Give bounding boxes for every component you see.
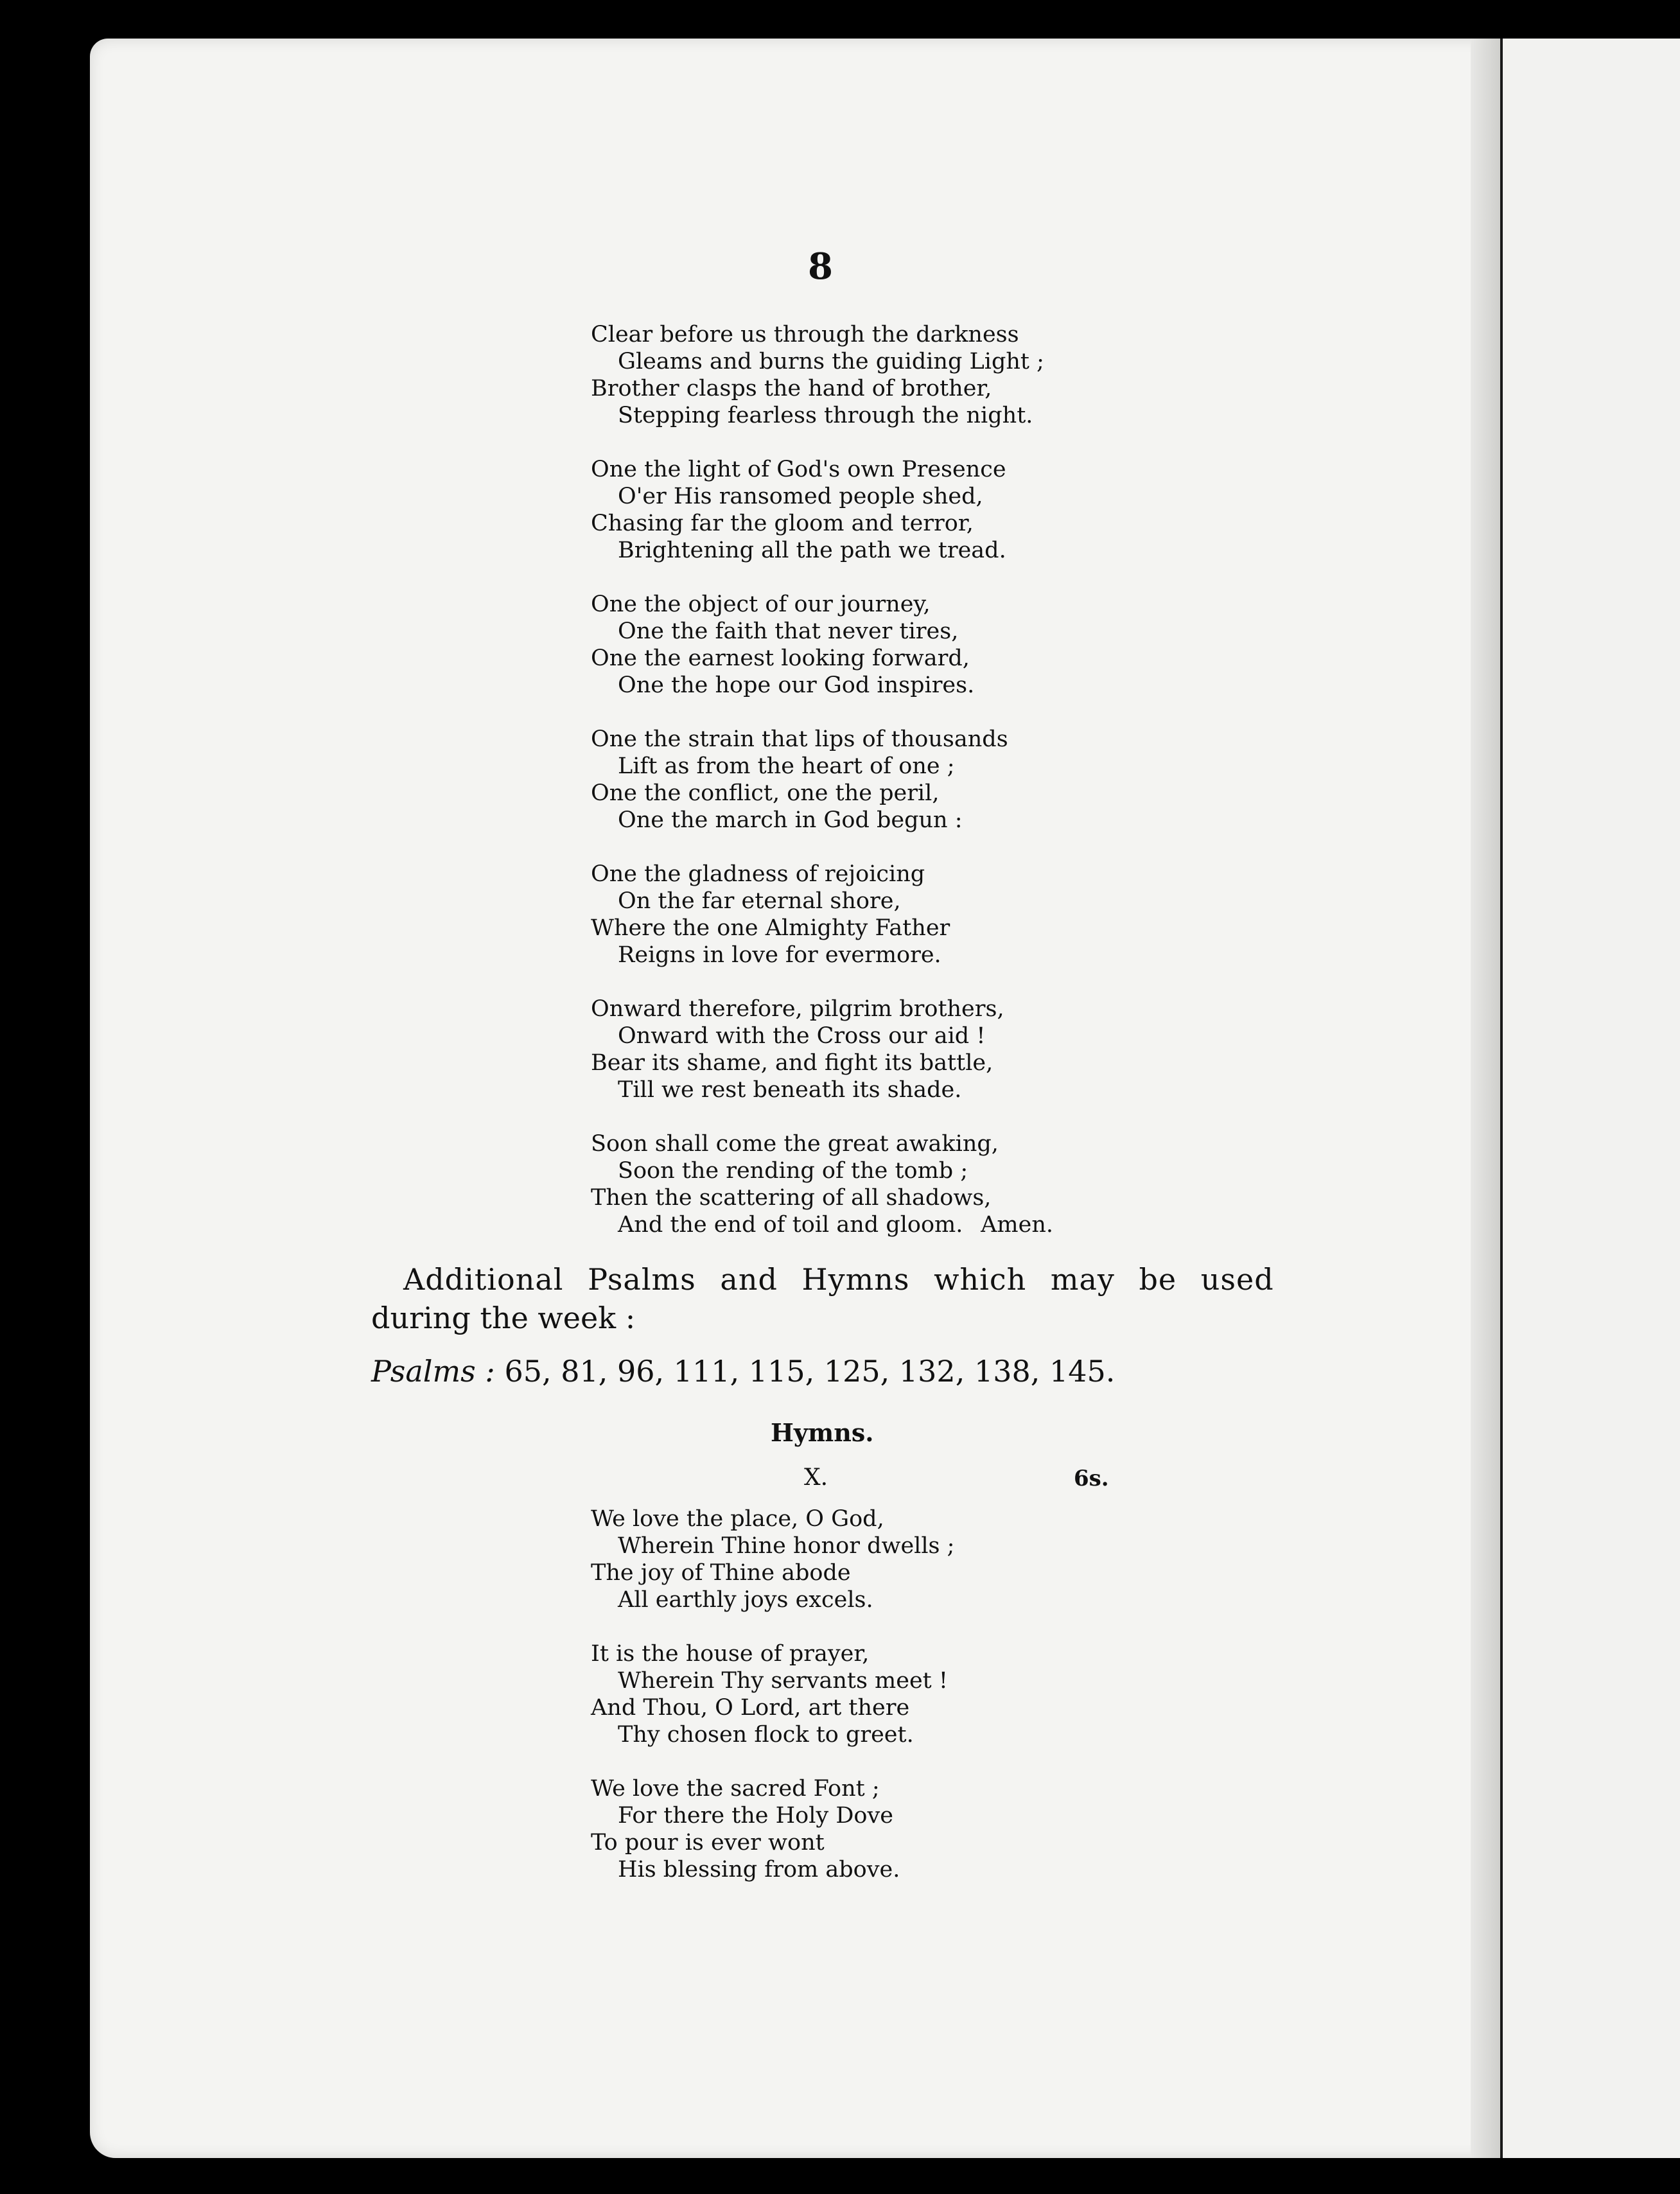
stanza-1 <box>591 321 1169 429</box>
hymn-x-stanza-3 <box>591 1775 1169 1883</box>
verse-line: One the object of our journey, <box>591 592 931 617</box>
hymn-x-stanza-2 <box>591 1640 1169 1748</box>
psalms-label: Psalms : <box>371 1354 495 1389</box>
verse-line: All earthly joys excels. <box>618 1587 873 1613</box>
amen-text: Amen. <box>981 1212 1053 1238</box>
paragraph-line: during the week : <box>371 1301 636 1335</box>
psalms-numbers: 65, 81, 96, 111, 115, 125, 132, 138, 145. <box>504 1354 1116 1389</box>
verse-line: One the earnest looking forward, <box>591 645 970 671</box>
verse-line: His blessing from above. <box>618 1857 900 1882</box>
verse-line: One the faith that never tires, <box>618 619 959 644</box>
psalms-list <box>371 1354 1115 1389</box>
verse-line: Onward therefore, pilgrim brothers, <box>591 996 1004 1022</box>
stanza-4 <box>591 726 1169 834</box>
verse-line: Lift as from the heart of one ; <box>618 753 955 779</box>
verse-line: Clear before us through the darkness <box>591 322 1019 347</box>
verse-line: Chasing far the gloom and terror, <box>591 511 974 536</box>
verse-line: The joy of Thine abode <box>591 1560 851 1586</box>
verse-line: One the gladness of rejoicing <box>591 861 925 887</box>
verse-line: And Thou, O Lord, art there <box>591 1695 910 1721</box>
hymns-heading: Hymns. <box>771 1418 874 1447</box>
verse-line: Reigns in love for evermore. <box>618 942 941 968</box>
hymn-number: X. <box>804 1464 828 1491</box>
stanza-7 <box>591 1130 1169 1238</box>
verse-line: And the end of toil and gloom. <box>618 1212 963 1238</box>
verse-line: Gleams and burns the guiding Light ; <box>618 349 1044 374</box>
verse-line: One the light of God's own Presence <box>591 457 1006 482</box>
verse-line: Soon shall come the great awaking, <box>591 1131 999 1157</box>
stanza-6 <box>591 996 1169 1103</box>
verse-line: Wherein Thine honor dwells ; <box>618 1533 955 1559</box>
verse-line: Thy chosen flock to greet. <box>618 1722 914 1748</box>
verse-line: Then the scattering of all shadows, <box>591 1185 992 1211</box>
verse-line: One the strain that lips of thousands <box>591 726 1008 752</box>
stanza-2 <box>591 456 1169 564</box>
verse-line: Onward with the Cross our aid ! <box>618 1023 986 1049</box>
paragraph-line: Additional Psalms and Hymns which may be used <box>403 1262 1274 1297</box>
verse-line: We love the sacred Font ; <box>591 1776 880 1802</box>
verse-line: We love the place, O God, <box>591 1506 884 1532</box>
verse-line: Wherein Thy servants meet ! <box>618 1668 948 1694</box>
hymn-continued <box>591 321 1169 1265</box>
verse-line: On the far eternal shore, <box>618 888 901 914</box>
verse-line: One the march in God begun : <box>618 807 963 833</box>
verse-line: O'er His ransomed people shed, <box>618 484 983 509</box>
verse-line: For there the Holy Dove <box>618 1803 893 1829</box>
verse-line: Where the one Almighty Father <box>591 915 950 941</box>
verse-line: It is the house of prayer, <box>591 1641 870 1667</box>
hymn-x <box>591 1505 1169 1910</box>
stanza-3 <box>591 591 1169 699</box>
page-number: 8 <box>808 245 833 288</box>
verse-line: Stepping fearless through the night. <box>618 403 1033 428</box>
hymn-meter: 6s. <box>1074 1466 1109 1491</box>
additional-paragraph <box>371 1260 1274 1337</box>
verse-line: To pour is ever wont <box>591 1830 825 1856</box>
verse-line: Brother clasps the hand of brother, <box>591 376 992 401</box>
verse-line: Soon the rending of the tomb ; <box>618 1158 968 1184</box>
verse-line: Brightening all the path we tread. <box>618 538 1006 563</box>
hymn-x-stanza-1 <box>591 1505 1169 1613</box>
verse-line: One the conflict, one the peril, <box>591 780 940 806</box>
stanza-5 <box>591 861 1169 969</box>
verse-line: Bear its shame, and fight its battle, <box>591 1050 993 1076</box>
verse-line: Till we rest beneath its shade. <box>618 1077 962 1103</box>
verse-line: One the hope our God inspires. <box>618 672 975 698</box>
